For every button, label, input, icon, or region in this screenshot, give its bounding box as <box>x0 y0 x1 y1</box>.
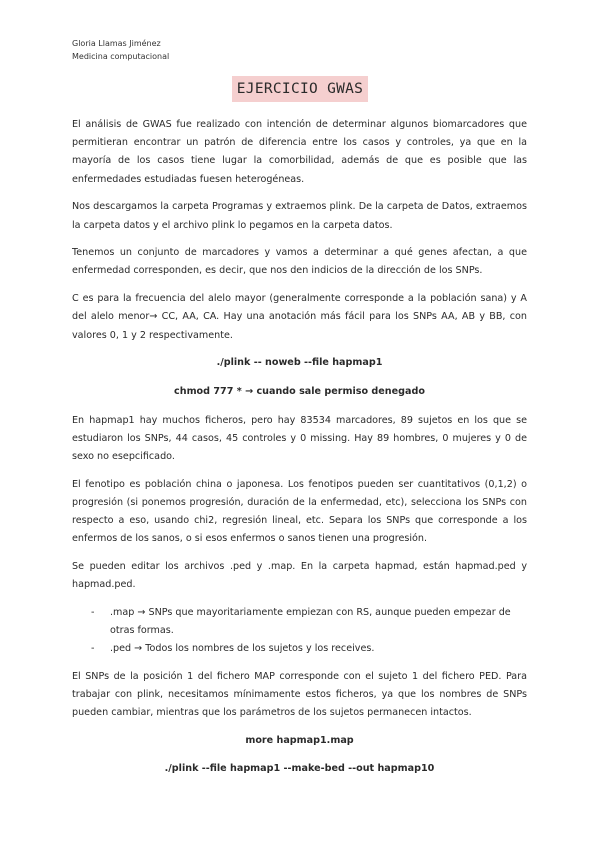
paragraph-phenotype: El fenotipo es población china o japonesa. Los fenotipos pueden ser cuantitativos (0,1,2) o progresión (si ponemos progresión, duración de la enfermedad, etc), selecciona los SNPs con respecto a eso, usando chi2, regresión lineal, etc. Separa los SNPs que corresponde a los enfermos de los sanos, o si esos enfermos o sanos tienen una progresión. <box>72 478 527 545</box>
list-dash: - <box>91 643 95 655</box>
paragraph-map-ped: El SNPs de la posición 1 del fichero MAP corresponde con el sujeto 1 del fichero PED. Para trabajar con plink, necesitamos mínimamente estos ficheros, ya que los nombres de SNPs pueden cambiar, mientras que los parámetros de los sujetos permanecen intactos. <box>72 670 527 718</box>
document-header <box>72 37 169 63</box>
command-more-map: more hapmap1.map <box>245 734 354 746</box>
list-item <box>72 604 527 640</box>
paragraph-download: Nos descargamos la carpeta Programas y extraemos plink. De la carpeta de Datos, extraemos la carpeta datos y el archivo plink lo pegamos en la carpeta datos. <box>72 201 527 231</box>
paragraph-alleles: C es para la frecuencia del alelo mayor (generalmente corresponde a la población sana) y A del alelo menor→ CC, AA, CA. Hay una anotación más fácil para los SNPs AA, AB y BB, con valores 0, 1 y 2 respectivamente. <box>72 293 527 341</box>
list-dash: - <box>91 606 95 618</box>
paragraph-hapmap-summary: En hapmap1 hay muchos ficheros, pero hay 83534 marcadores, 89 sujetos en los que se estudiaron los SNPs, 44 casos, 45 controles y 0 missing. Hay 89 hombres, 0 mujeres y 0 de sexo no esepcificado. <box>72 414 527 463</box>
command-chmod: chmod 777 * → cuando sale permiso denegado <box>174 385 425 397</box>
paragraph-edit-files: Se pueden editar los archivos .ped y .map. En la carpeta hapmad, están hapmad.ped y hapmad.ped. <box>72 561 527 591</box>
title-wrapper <box>0 76 600 102</box>
list-item-text: .ped → Todos los nombres de los sujetos y los receives. <box>110 643 375 655</box>
list-item <box>72 640 527 658</box>
paragraph-markers: Tenemos un conjunto de marcadores y vamos a determinar a qué genes afectan, a que enfermedad corresponden, es decir, que nos den indicios de la dirección de los SNPs. <box>72 247 527 277</box>
paragraph-intro: El análisis de GWAS fue realizado con intención de determinar algunos biomarcadores que permitieran encontrar un patrón de diferencia entre los casos y controles, ya que en la mayoría de los casos tiene lugar la comorbilidad, además de que es posible que las enfermedades estudiadas fuesen heterogéneas. <box>72 119 527 185</box>
command-plink-noweb: ./plink -- noweb --file hapmap1 <box>216 357 383 369</box>
course-subject: Medicina computacional <box>72 52 170 61</box>
author-name: Gloria Llamas Jiménez <box>72 39 161 48</box>
document-body <box>72 116 527 789</box>
document-title: EJERCICIO GWAS <box>232 76 368 102</box>
list-item-text: .map → SNPs que mayoritariamente empiezan con RS, aunque pueden empezar de otras formas. <box>110 606 511 637</box>
file-list <box>72 604 527 659</box>
command-make-bed: ./plink --file hapmap1 --make-bed --out hapmap10 <box>164 763 435 775</box>
